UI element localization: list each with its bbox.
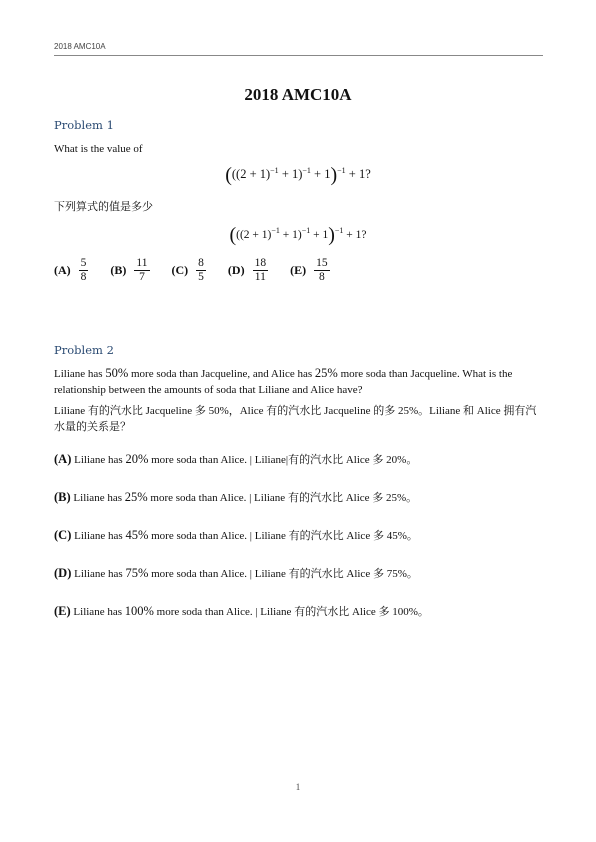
problem-1-heading: Problem 1 (54, 118, 114, 132)
choice-post: more soda than Alice. | Liliane 有的汽水比 Alice 多 25%。 (147, 492, 418, 504)
problem-1-choices (54, 257, 352, 284)
choice-pre: Liliane has (71, 454, 126, 466)
choice-label: (E) (290, 263, 307, 277)
denominator: 8 (318, 271, 325, 283)
header-rule (54, 55, 543, 56)
fraction (196, 257, 206, 284)
expr-inner: ((2 + 1) (231, 167, 271, 181)
choice-percent: 100% (124, 604, 154, 618)
expr-plus-1: + 1) (278, 167, 303, 181)
choice-b[interactable] (110, 257, 149, 284)
exp-1: −1 (270, 165, 279, 175)
problem-1-expression-en: $(((2 + 1)^{-1} + 1)^{-1} + 1)^{-1} + 1$? (225, 164, 371, 186)
choice-pre: Liliane has (71, 568, 126, 580)
expr-inner-zh: ((2 + 1) (236, 229, 272, 241)
choice-d[interactable] (228, 257, 268, 284)
p2-choice-c[interactable] (54, 527, 418, 543)
choice-label: (E) (54, 604, 71, 618)
choice-c[interactable] (172, 257, 206, 284)
choice-pre: Liliane has (70, 492, 125, 504)
document-title: 2018 AMC10A (244, 85, 352, 104)
expr-plus-1-zh: + 1) (279, 229, 302, 241)
exp-3-zh: −1 (334, 226, 344, 236)
choice-post: more soda than Alice. | Liliane 有的汽水比 Alice 多 45%。 (148, 530, 418, 542)
q-text-a: Liliane has (54, 368, 106, 380)
choice-a[interactable] (54, 257, 88, 284)
p2-choice-d[interactable] (54, 565, 418, 581)
running-header: 2018 AMC10A (54, 42, 106, 51)
choice-post: more soda than Alice. | Liliane 有的汽水比 Alice 多 100%。 (153, 606, 429, 618)
q-text-c: more soda than Jacqueline. What is the relationship between the amounts of soda that Liliane and Alice have? (54, 368, 513, 396)
denominator: 8 (80, 271, 87, 283)
percent-25: 25% (314, 366, 338, 380)
choice-e[interactable] (290, 257, 330, 284)
exp-2-zh: −1 (301, 226, 311, 236)
choice-post: more soda than Alice. | Liliane 有的汽水比 Alice 多 75%。 (148, 568, 418, 580)
choice-label: (A) (54, 263, 71, 277)
problem-1-question-zh: 下列算式的值是多少 (54, 201, 153, 213)
numerator: 15 (316, 257, 328, 269)
p2-choice-e[interactable] (54, 603, 429, 619)
choice-percent: 45% (125, 528, 149, 542)
fraction (253, 257, 269, 284)
expr-plus-2-zh: + 1 (310, 229, 329, 241)
p2-choice-a[interactable] (54, 451, 417, 467)
fraction (134, 257, 149, 284)
choice-percent: 25% (124, 490, 148, 504)
choice-percent: 75% (125, 566, 149, 580)
problem-1-expression-zh: $(((2 + 1)^{-1} + 1)^{-1} + 1)^{-1} + 1$? (229, 224, 367, 246)
choice-label: (B) (110, 263, 127, 277)
choice-pre: Liliane has (71, 530, 126, 542)
problem-2-heading: Problem 2 (54, 343, 114, 357)
denominator: 11 (254, 271, 266, 283)
choice-pre: Liliane has (70, 606, 125, 618)
choice-post: more soda than Alice. | Liliane|有的汽水比 Alice 多 20%。 (148, 454, 418, 466)
page-number: 1 (295, 782, 301, 792)
problem-1-question-en: What is the value of (54, 143, 143, 155)
p2-choice-b[interactable] (54, 489, 417, 505)
percent-50: 50% (105, 366, 129, 380)
choice-percent: 20% (125, 452, 149, 466)
choice-label: (A) (54, 452, 72, 466)
choice-label: (D) (227, 263, 245, 277)
numerator: 5 (80, 257, 87, 269)
numerator: 8 (198, 257, 204, 269)
expr-plus-2: + 1 (310, 167, 331, 181)
denominator: 7 (139, 271, 145, 283)
numerator: 18 (254, 257, 267, 269)
problem-2-question-zh: Liliane 有的汽水比 Jacqueline 多 50%，Alice 有的汽水比 Jacqueline 的多 25%。Liliane 和 Alice 拥有汽水量的关系是？ (54, 405, 537, 433)
denominator: 5 (198, 271, 204, 283)
fraction (79, 257, 89, 284)
choice-label: (D) (54, 566, 72, 580)
choice-label: (B) (54, 490, 71, 504)
expr-tail-zh: + 1? (343, 229, 367, 241)
expr-tail-en: + 1? (345, 167, 371, 181)
numerator: 11 (136, 257, 148, 269)
choice-label: (C) (171, 263, 189, 277)
choice-label: (C) (54, 528, 72, 542)
exp-2: −1 (302, 165, 311, 175)
problem-2-question-en (54, 365, 543, 398)
fraction (314, 257, 330, 284)
exp-1-zh: −1 (271, 226, 280, 236)
q-text-b: more soda than Jacqueline, and Alice has (128, 368, 315, 380)
exp-3: −1 (337, 165, 346, 175)
